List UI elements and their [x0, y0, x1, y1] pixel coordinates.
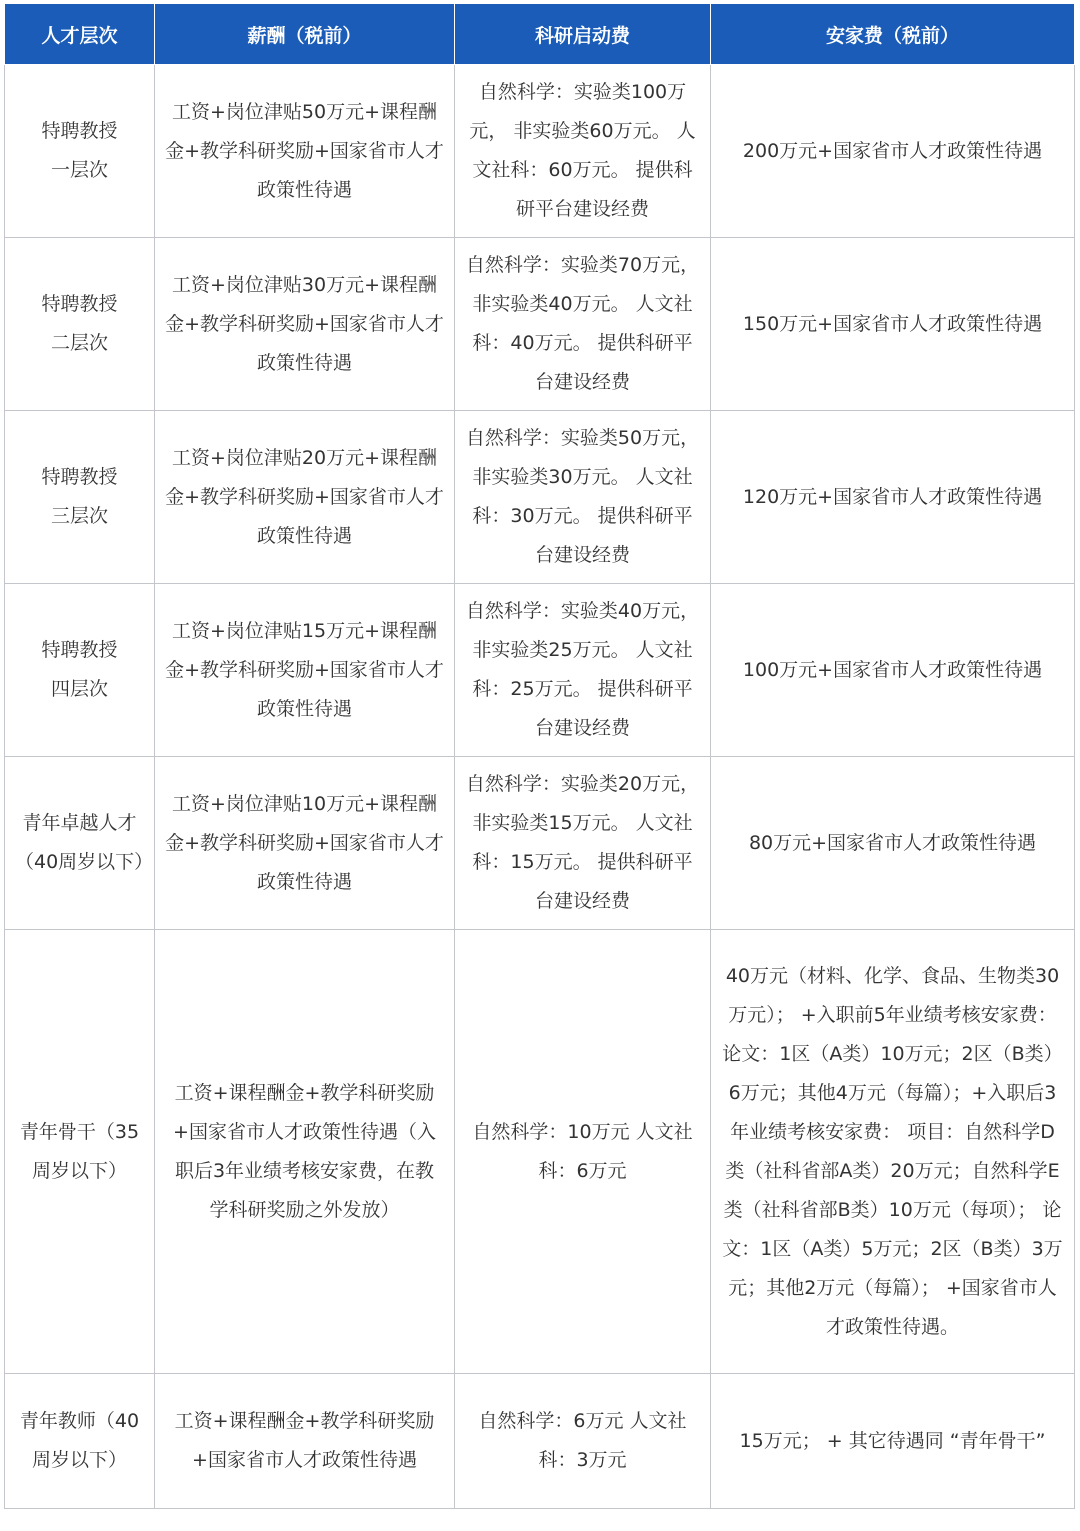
header-talent-level: 人才层次 [5, 4, 155, 65]
cell-settlement-allowance: 80万元+国家省市人才政策性待遇 [711, 757, 1075, 930]
cell-talent-level: 青年骨干（35周岁以下） [5, 930, 155, 1374]
cell-talent-level: 特聘教授四层次 [5, 584, 155, 757]
cell-talent-level: 特聘教授三层次 [5, 411, 155, 584]
cell-settlement-allowance: 120万元+国家省市人才政策性待遇 [711, 411, 1075, 584]
cell-research-funding: 自然科学：实验类100万元， 非实验类60万元。 人文社科：60万元。 提供科研平台建设经费 [455, 65, 711, 238]
cell-settlement-allowance: 150万元+国家省市人才政策性待遇 [711, 238, 1075, 411]
cell-settlement-allowance: 40万元（材料、化学、食品、生物类30万元）； +入职前5年业绩考核安家费： 论文：1区（A类）10万元；2区（B类）6万元；其他4万元（每篇）；+入职后3年业绩考核安家费： 项目：自然科学D类（社科省部A类）20万元；自然科学E类（社科省部B类）10万元（每项）； 论文：1区（A类）5万元；2区（B类）3万元；其他2万元（每篇）； +国家省市人才政策性待遇。 [711, 930, 1075, 1374]
table-row [5, 584, 1075, 757]
cell-talent-level: 青年教师（40周岁以下） [5, 1374, 155, 1509]
cell-salary: 工资+岗位津贴50万元+课程酬金+教学科研奖励+国家省市人才政策性待遇 [155, 65, 455, 238]
cell-salary: 工资+岗位津贴20万元+课程酬金+教学科研奖励+国家省市人才政策性待遇 [155, 411, 455, 584]
cell-talent-level: 特聘教授一层次 [5, 65, 155, 238]
cell-settlement-allowance: 200万元+国家省市人才政策性待遇 [711, 65, 1075, 238]
cell-salary: 工资+岗位津贴15万元+课程酬金+教学科研奖励+国家省市人才政策性待遇 [155, 584, 455, 757]
cell-salary: 工资+课程酬金+教学科研奖励+国家省市人才政策性待遇（入职后3年业绩考核安家费，在教学科研奖励之外发放） [155, 930, 455, 1374]
table-row [5, 65, 1075, 238]
cell-settlement-allowance: 15万元； + 其它待遇同 “青年骨干” [711, 1374, 1075, 1509]
table-row [5, 930, 1075, 1374]
cell-research-funding: 自然科学：6万元 人文社科：3万元 [455, 1374, 711, 1509]
cell-research-funding: 自然科学：实验类20万元， 非实验类15万元。 人文社科：15万元。 提供科研平台建设经费 [455, 757, 711, 930]
table-row [5, 1374, 1075, 1509]
cell-research-funding: 自然科学：实验类40万元， 非实验类25万元。 人文社科：25万元。 提供科研平台建设经费 [455, 584, 711, 757]
header-salary: 薪酬（税前） [155, 4, 455, 65]
cell-salary: 工资+岗位津贴30万元+课程酬金+教学科研奖励+国家省市人才政策性待遇 [155, 238, 455, 411]
cell-research-funding: 自然科学：10万元 人文社科：6万元 [455, 930, 711, 1374]
cell-talent-level: 特聘教授二层次 [5, 238, 155, 411]
cell-settlement-allowance: 100万元+国家省市人才政策性待遇 [711, 584, 1075, 757]
table-header-row [5, 4, 1075, 65]
table-row [5, 411, 1075, 584]
talent-policy-table [4, 3, 1075, 1509]
header-settlement-allowance: 安家费（税前） [711, 4, 1075, 65]
cell-research-funding: 自然科学：实验类50万元， 非实验类30万元。 人文社科：30万元。 提供科研平台建设经费 [455, 411, 711, 584]
table-row [5, 757, 1075, 930]
cell-salary: 工资+课程酬金+教学科研奖励+国家省市人才政策性待遇 [155, 1374, 455, 1509]
talent-policy-table-container [4, 3, 1074, 1509]
header-research-funding: 科研启动费 [455, 4, 711, 65]
cell-research-funding: 自然科学：实验类70万元， 非实验类40万元。 人文社科：40万元。 提供科研平台建设经费 [455, 238, 711, 411]
cell-salary: 工资+岗位津贴10万元+课程酬金+教学科研奖励+国家省市人才政策性待遇 [155, 757, 455, 930]
table-row [5, 238, 1075, 411]
cell-talent-level: 青年卓越人才（40周岁以下） [5, 757, 155, 930]
